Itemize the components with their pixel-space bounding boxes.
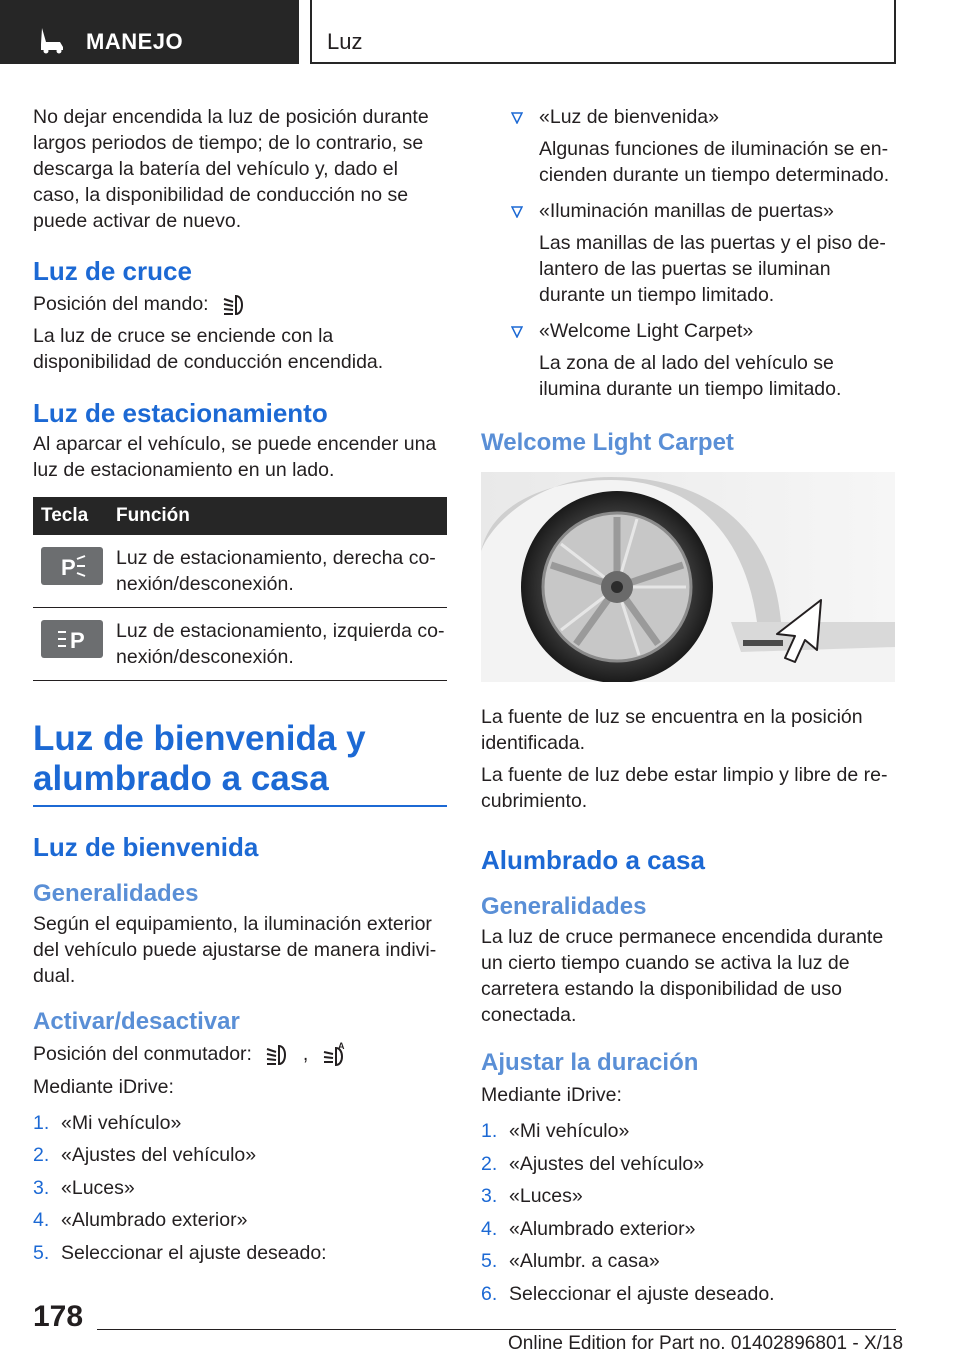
list-item [481, 318, 895, 402]
table-row [33, 608, 447, 681]
welcome-light-heading: Luz de bienvenida [33, 832, 259, 862]
parking-light-right-icon [41, 547, 103, 585]
welcome-steps-list [33, 1110, 447, 1266]
welcome-carpet-photo [481, 472, 895, 682]
section-tab [0, 0, 299, 64]
option-desc: Algunas funciones de iluminación se encienden durante un tiempo determinado. [539, 138, 890, 186]
option-desc: La zona de al lado del vehículo se ilumina durante un tiempo limitado. [539, 352, 842, 400]
welcome-options-list [481, 104, 895, 402]
option-title: «Welcome Light Carpet» [539, 320, 754, 342]
list-item: 2. «Ajustes del vehículo» [481, 1152, 705, 1175]
general-heading: Generalidades [33, 880, 199, 907]
low-beam-text: La luz de cruce se enciende con la disponibilidad de conducción encendida. [33, 325, 384, 373]
page-number: 178 [33, 1300, 84, 1333]
carpet-text-2: La fuente de luz debe estar limpio y libre de recubrimiento. [481, 764, 888, 812]
switch-position [33, 1041, 447, 1068]
idrive-label: Mediante iDrive: [481, 1084, 622, 1106]
heading-rule [33, 805, 447, 807]
table-header-key: Tecla [33, 497, 116, 535]
chapter-header [310, 0, 896, 64]
list-item: 4. «Alumbrado exterior» [33, 1209, 248, 1232]
parking-light-text: Al aparcar el vehículo, se puede encender una luz de estacionamiento en un lado. [33, 433, 437, 481]
general-text: Según el equipamiento, la iluminación exterior del vehículo puede ajustarse de manera individual. [33, 913, 437, 987]
home-light-heading: Alumbrado a casa [481, 845, 705, 875]
list-item: 3. «Luces» [481, 1185, 583, 1207]
parking-light-table [33, 497, 447, 681]
low-beam-icon [220, 293, 248, 317]
list-item: 3. «Luces» [33, 1176, 135, 1199]
switch-separator: , [302, 1043, 309, 1065]
car-icon [36, 26, 66, 54]
home-general-text: La luz de cruce permanece encendida durante un cierto tiempo cuando se activa la luz de carretera estando la disponibilidad de uso conectada. [481, 926, 884, 1026]
option-title: «Luz de bienvenida» [539, 106, 719, 128]
svg-text:A: A [337, 1041, 345, 1051]
intro-paragraph: No dejar encendida la luz de posición durante largos periodos de tiempo; de lo contrario, se descarga la batería del vehículo y, dado el caso, la disponibilidad de conducción no se puede activar de nuevo. [33, 106, 429, 232]
table-row [33, 535, 447, 608]
activate-heading: Activar/desactivar [33, 1008, 240, 1035]
welcome-carpet-heading: Welcome Light Carpet [481, 429, 734, 456]
section-tab-label: MANEJO [86, 29, 184, 54]
list-item: 5. «Alumbr. a casa» [481, 1250, 660, 1272]
welcome-home-heading: Luz de bienvenida y alumbrado a casa [33, 719, 366, 798]
auto-light-icon [320, 1042, 348, 1068]
parking-light-left-icon [41, 620, 103, 658]
parking-light-heading: Luz de estacionamiento [33, 398, 328, 428]
list-item: 6. Seleccionar el ajuste deseado. [481, 1282, 775, 1305]
low-beam-heading: Luz de cruce [33, 256, 192, 286]
svg-text:P: P [70, 628, 85, 653]
left-column [33, 100, 447, 1272]
table-header-function: Función [116, 497, 447, 535]
triangle-bullet-icon [511, 206, 523, 218]
option-desc: Las manillas de las puertas y el piso delantero de las puertas se iluminan durante un tiempo limitado. [539, 232, 886, 306]
triangle-bullet-icon [511, 326, 523, 338]
carpet-text-1: La fuente de luz se encuentra en la posición identificada. [481, 706, 863, 754]
switch-position-label: Posición del conmutador: [33, 1043, 252, 1065]
list-item: 5. Seleccionar el ajuste deseado: [33, 1241, 327, 1264]
list-item [481, 104, 895, 188]
low-beam-position [33, 291, 447, 317]
general-heading: Generalidades [481, 893, 647, 920]
low-beam-icon [263, 1043, 291, 1067]
footer-rule [97, 1329, 896, 1330]
list-item: 1. «Mi vehículo» [33, 1111, 182, 1134]
option-title: «Iluminación manillas de puertas» [539, 200, 834, 222]
list-item [481, 198, 895, 308]
footer-edition: Online Edition for Part no. 01402896801 - X/18 [508, 1333, 904, 1354]
chapter-title: Luz [327, 29, 363, 54]
low-beam-position-label: Posición del mando: [33, 293, 209, 315]
svg-text:P: P [61, 555, 76, 580]
table-cell-function: Luz de estacionamiento, derecha conexión/desconexión. [116, 535, 447, 608]
list-item: 2. «Ajustes del vehículo» [33, 1144, 257, 1167]
table-cell-function: Luz de estacionamiento, izquierda conexión/desconexión. [116, 608, 447, 681]
home-steps-list [481, 1118, 895, 1307]
right-column [481, 100, 895, 1313]
idrive-label: Mediante iDrive: [33, 1075, 174, 1098]
list-item: 1. «Mi vehículo» [481, 1120, 630, 1142]
triangle-bullet-icon [511, 112, 523, 124]
table-header-row [33, 497, 447, 535]
list-item: 4. «Alumbrado exterior» [481, 1217, 696, 1240]
duration-heading: Ajustar la duración [481, 1049, 699, 1076]
